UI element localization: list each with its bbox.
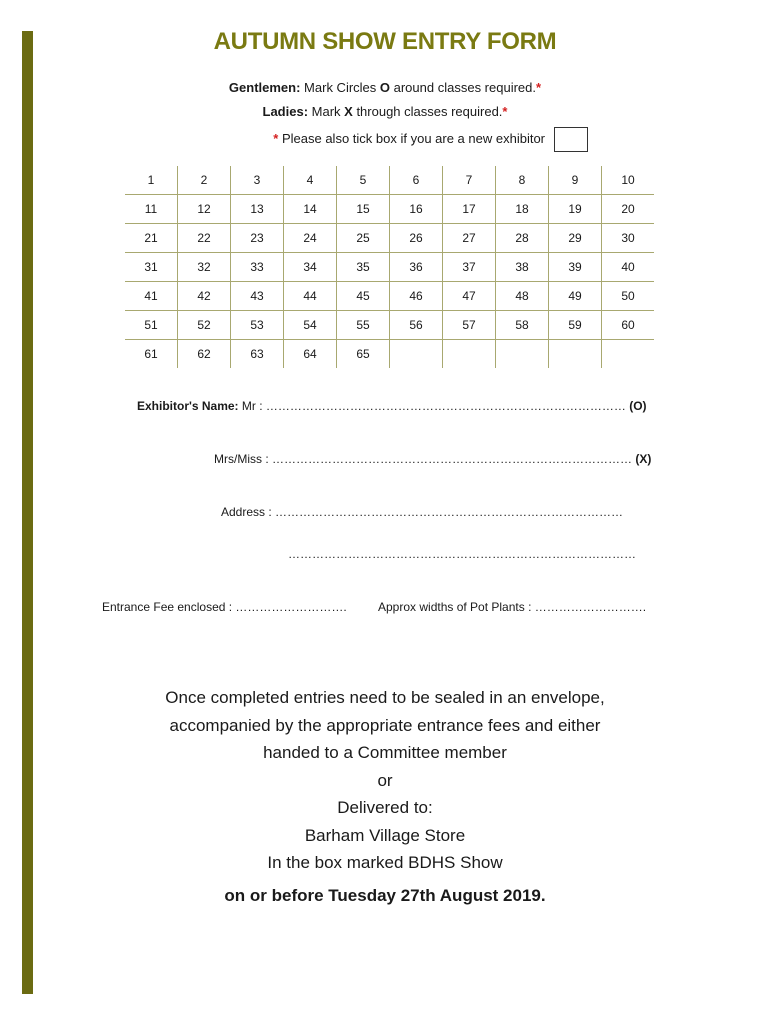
classes-grid	[125, 166, 654, 368]
class-cell[interactable]: 3	[231, 166, 284, 195]
class-cell[interactable]: 62	[178, 340, 231, 369]
class-cell[interactable]: 31	[125, 253, 178, 282]
class-cell[interactable]: 2	[178, 166, 231, 195]
class-cell[interactable]: 63	[231, 340, 284, 369]
classes-row	[125, 166, 654, 195]
empty-cell	[549, 340, 602, 369]
class-cell[interactable]: 55	[337, 311, 390, 340]
class-cell[interactable]: 46	[390, 282, 443, 311]
class-cell[interactable]: 27	[443, 224, 496, 253]
class-cell[interactable]: 20	[602, 195, 655, 224]
classes-row	[125, 282, 654, 311]
new-exhibitor-instruction: * Please also tick box if you are a new exhibitor	[273, 131, 545, 146]
class-cell[interactable]: 44	[284, 282, 337, 311]
class-cell[interactable]: 6	[390, 166, 443, 195]
class-cell[interactable]: 64	[284, 340, 337, 369]
class-cell[interactable]: 29	[549, 224, 602, 253]
empty-cell	[496, 340, 549, 369]
class-cell[interactable]: 1	[125, 166, 178, 195]
instruction-line: Barham Village Store	[304, 825, 466, 845]
class-cell[interactable]: 8	[496, 166, 549, 195]
class-cell[interactable]: 56	[390, 311, 443, 340]
class-cell[interactable]: 53	[231, 311, 284, 340]
class-cell[interactable]: 17	[443, 195, 496, 224]
empty-cell	[602, 340, 655, 369]
address-field-1[interactable]: ……………………………………………………………………………	[275, 505, 624, 519]
class-cell[interactable]: 43	[231, 282, 284, 311]
pot-plant-widths-line: Approx widths of Pot Plants : ……………………….	[378, 600, 647, 614]
class-cell[interactable]: 22	[178, 224, 231, 253]
address-line-2	[288, 547, 636, 561]
class-cell[interactable]: 49	[549, 282, 602, 311]
class-cell[interactable]: 12	[178, 195, 231, 224]
class-cell[interactable]: 5	[337, 166, 390, 195]
form-title: AUTUMN SHOW ENTRY FORM	[213, 28, 557, 55]
class-cell[interactable]: 34	[284, 253, 337, 282]
mr-name-field[interactable]: ………………………………………………………………………………	[265, 399, 626, 413]
class-cell[interactable]: 21	[125, 224, 178, 253]
address-field-2[interactable]: ……………………………………………………………………………	[288, 547, 636, 561]
class-cell[interactable]: 59	[549, 311, 602, 340]
class-cell[interactable]: 37	[443, 253, 496, 282]
instruction-line: handed to a Committee member	[263, 743, 507, 762]
class-cell[interactable]: 42	[178, 282, 231, 311]
class-cell[interactable]: 11	[125, 195, 178, 224]
classes-row	[125, 340, 654, 369]
instruction-line: Once completed entries need to be sealed in an envelope,	[165, 688, 605, 707]
class-cell[interactable]: 39	[549, 253, 602, 282]
class-cell[interactable]: 65	[337, 340, 390, 369]
class-cell[interactable]: 38	[496, 253, 549, 282]
class-cell[interactable]: 32	[178, 253, 231, 282]
class-cell[interactable]: 14	[284, 195, 337, 224]
pot-plant-widths-field[interactable]: ……………………….	[534, 600, 647, 614]
class-cell[interactable]: 10	[602, 166, 655, 195]
submission-instructions	[0, 684, 770, 877]
classes-row	[125, 311, 654, 340]
class-cell[interactable]: 51	[125, 311, 178, 340]
address-line-1: Address : ……………………………………………………………………………	[221, 505, 624, 519]
instruction-line: In the box marked BDHS Show	[267, 853, 503, 872]
entrance-fee-line: Entrance Fee enclosed : ……………………….	[102, 600, 347, 614]
instruction-line: accompanied by the appropriate entrance fees and either	[169, 715, 601, 735]
class-cell[interactable]: 23	[231, 224, 284, 253]
class-cell[interactable]: 19	[549, 195, 602, 224]
class-cell[interactable]: 40	[602, 253, 655, 282]
class-cell[interactable]: 50	[602, 282, 655, 311]
deadline-text: on or before Tuesday 27th August 2019.	[224, 886, 546, 905]
classes-row	[125, 253, 654, 282]
class-cell[interactable]: 58	[496, 311, 549, 340]
instruction-line: Delivered to:	[337, 798, 433, 817]
exhibitor-mrs-line: Mrs/Miss : ……………………………………………………………………………… (X)	[214, 452, 652, 466]
class-cell[interactable]: 54	[284, 311, 337, 340]
entrance-fee-field[interactable]: ……………………….	[235, 600, 347, 614]
ladies-instruction: Ladies: Mark X through classes required.*	[262, 104, 508, 119]
classes-row	[125, 195, 654, 224]
class-cell[interactable]: 16	[390, 195, 443, 224]
class-cell[interactable]: 35	[337, 253, 390, 282]
new-exhibitor-checkbox[interactable]	[554, 127, 588, 152]
class-cell[interactable]: 15	[337, 195, 390, 224]
class-cell[interactable]: 61	[125, 340, 178, 369]
mrs-name-field[interactable]: ………………………………………………………………………………	[272, 452, 632, 466]
class-cell[interactable]: 60	[602, 311, 655, 340]
class-cell[interactable]: 13	[231, 195, 284, 224]
gentlemen-instruction: Gentlemen: Mark Circles O around classes required.*	[228, 80, 542, 95]
class-cell[interactable]: 30	[602, 224, 655, 253]
class-cell[interactable]: 24	[284, 224, 337, 253]
class-cell[interactable]: 26	[390, 224, 443, 253]
empty-cell	[390, 340, 443, 369]
empty-cell	[443, 340, 496, 369]
instruction-line: or	[377, 770, 393, 790]
class-cell[interactable]: 47	[443, 282, 496, 311]
class-cell[interactable]: 7	[443, 166, 496, 195]
class-cell[interactable]: 41	[125, 282, 178, 311]
classes-row	[125, 224, 654, 253]
exhibitor-mr-line: Exhibitor's Name: Mr : ……………………………………………………………………………… (O)	[137, 399, 647, 413]
class-cell[interactable]: 45	[337, 282, 390, 311]
class-cell[interactable]: 48	[496, 282, 549, 311]
class-cell[interactable]: 52	[178, 311, 231, 340]
class-cell[interactable]: 18	[496, 195, 549, 224]
class-cell[interactable]: 9	[549, 166, 602, 195]
class-cell[interactable]: 28	[496, 224, 549, 253]
class-cell[interactable]: 36	[390, 253, 443, 282]
class-cell[interactable]: 25	[337, 224, 390, 253]
class-cell[interactable]: 33	[231, 253, 284, 282]
class-cell[interactable]: 57	[443, 311, 496, 340]
class-cell[interactable]: 4	[284, 166, 337, 195]
